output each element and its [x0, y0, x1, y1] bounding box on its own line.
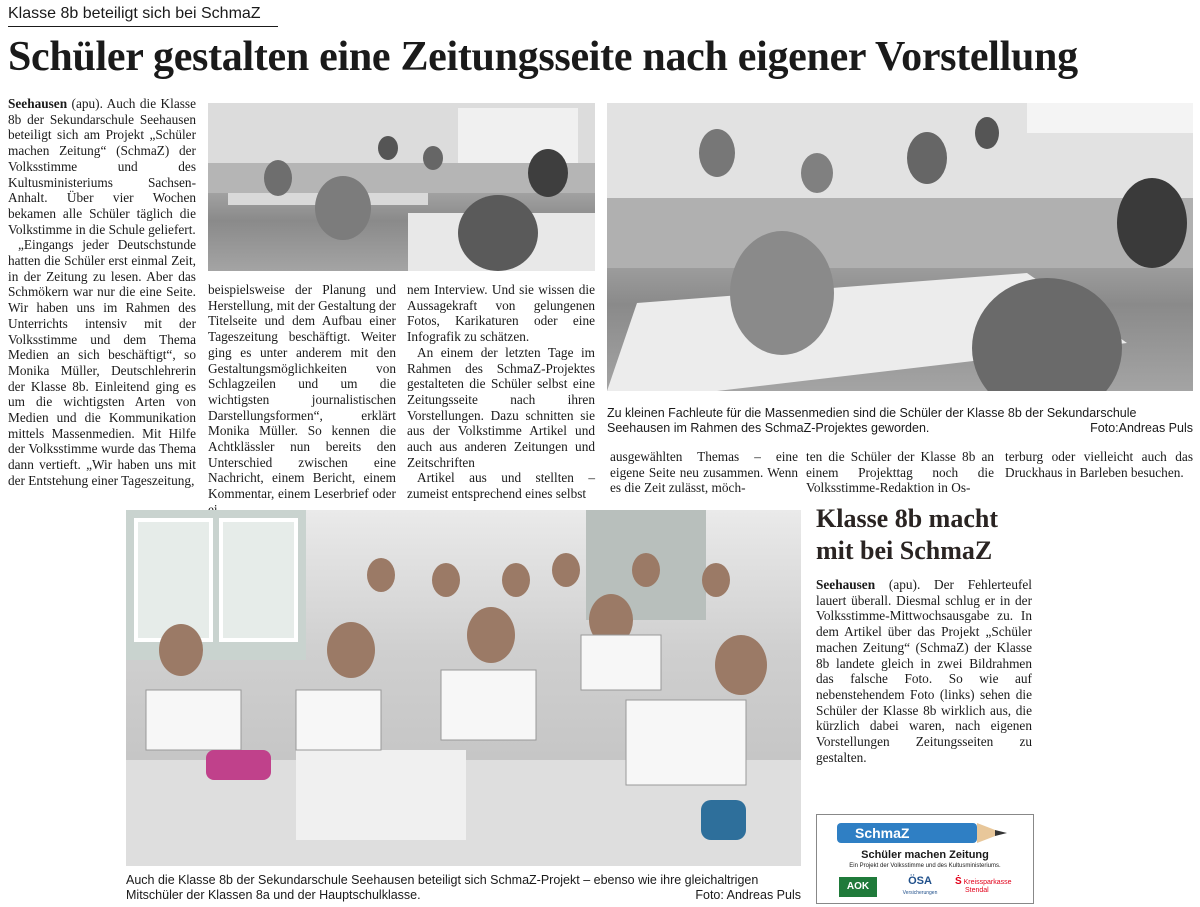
article-column-6	[1005, 449, 1193, 480]
correction-title-line: mit bei SchmaZ	[816, 536, 993, 565]
caption-text: Auch die Klasse 8b der Sekundarschule Seehausen beteiligt sich SchmaZ-Projekt – ebenso wie ihre gleichaltrigen Mitschüler der Klassen 8a und der Hauptschulklasse.	[126, 873, 759, 902]
class-group-photo	[126, 510, 801, 866]
correction-title	[816, 503, 1096, 567]
article-column-5	[806, 449, 994, 496]
article-column-1	[8, 96, 196, 489]
classroom-photo-large	[607, 103, 1193, 391]
correction-paragraph: (apu). Der Fehlerteufel lauert überall. Diesmal schlug er in der Volksstimme-Mittwochsausgabe zu. In dem Artikel über das Projekt „Schüler machen Zeitung“ (SchmaZ) der Klasse 8b landete gleich in zwei Bildrahmen das falsche Foto. So wie auf nebenstehendem Foto (links) sehen die Schüler der Klasse 8b wirklich aus, die kürzlich dabei waren, nach eigenen Vorstellungen Zeitungsseiten zu gestalten.	[816, 577, 1032, 765]
sparkasse-logo	[955, 878, 1027, 895]
article-paragraph: Artikel aus und stellten – zumeist entsprechend eines selbst	[407, 470, 595, 502]
correction-title-line: Klasse 8b macht	[816, 504, 998, 533]
article-paragraph: ausgewählten Themas – eine eigene Seite neu zusammen. Wenn es die Zeit zulässt, möch-	[610, 449, 798, 496]
class-group-photo-image	[126, 510, 801, 866]
dateline: Seehausen	[8, 96, 68, 111]
photo-caption-bottom	[126, 873, 801, 903]
sparkasse-name: Kreissparkasse	[963, 879, 1012, 886]
article-paragraph: An einem der letzten Tage im Rahmen des SchmaZ-Projektes gestalteten die Schüler selbst eine Zeitungsseite nach ihren Vorstellungen. Dazu schnitten sie aus der Volkstimme Artikel und auch aus anderen Zeitungen und Zeitschriften	[407, 344, 595, 470]
article-paragraph: ten die Schüler der Klasse 8b an einem Projekttag noch die Volksstimme-Redaktion in Os-	[806, 449, 994, 496]
headline: Schüler gestalten eine Zeitungsseite nach eigener Vorstellung	[8, 34, 1078, 80]
article-column-3	[407, 282, 595, 502]
logo-title: Schüler machen Zeitung	[861, 849, 989, 861]
oesa-logo-sub: Versicherungen	[902, 890, 938, 896]
correction-text	[816, 577, 1032, 765]
article-paragraph: „Eingangs jeder Deutschstunde hatten die Schüler erst einmal Zeit, in der Zeitung zu lesen. Aber das Schmökern war nur die eine Seite. Wir haben uns im Rahmen des Unterrichts intensiv mit der Volksstimme und dem Thema Medien an sich beschäftigt“, so Monika Müller, Deutschlehrerin der Klasse 8b. Einleitend ging es um die wichtigsten Arten von Medien und die Kommunikation mittels Massenmedien. Mit Hilfe der Volksstimme wurde das Thema dann vertieft. „Wir haben uns mit der Entstehung einer Tageszeitung,	[8, 237, 196, 488]
photo-credit: Foto:Andreas Puls	[1090, 421, 1193, 435]
sparkasse-sub: Stendal	[965, 887, 989, 894]
classroom-photo-small	[208, 103, 595, 271]
pencil-icon	[835, 820, 1015, 846]
dateline: Seehausen	[816, 577, 876, 592]
oesa-logo	[890, 875, 950, 899]
oesa-logo-name: ÖSA	[908, 875, 932, 887]
article-paragraph: beispielsweise der Planung und Herstellung, mit der Gestaltung der Titelseite und dem Aufbau einer Tageszeitung beschäftigt. Weiter ging es unter anderem mit den Gestaltungsmöglichkeiten von Schlagzeilen und um die wichtigsten journalistischen Darstellungsformen“, erklärt Monika Müller. So kennen die Achtklässler nun bereits den Unterschied zwischen eine Nachricht, einem Bericht, einem Kommentar, einem Leserbrief oder	[208, 282, 396, 502]
article-paragraph: (apu). Auch die Klasse 8b der Sekundarschule Seehausen beteiligt sich am Projekt „Schüler machen Zeitung“ (SchmaZ) der Volksstimme und des Kultusministeriums Sachsen-Anhalt. Über vier Wochen bekamen alle Schüler täglich die Volkstimme in die Schule geliefert.	[8, 96, 196, 237]
article-column-2	[208, 282, 396, 518]
classroom-photo-small-image	[208, 103, 595, 271]
logo-subtitle: Ein Projekt der Volksstimme und des Kultusministeriums.	[849, 863, 1001, 869]
kicker: Klasse 8b beteiligt sich bei SchmaZ	[8, 5, 278, 27]
caption-text: Zu kleinen Fachleute für die Massenmedien sind die Schüler der Klasse 8b der Sekundarschule Seehausen im Rahmen des SchmaZ-Projektes geworden.	[607, 406, 1137, 435]
photo-credit: Foto: Andreas Puls	[695, 888, 801, 902]
aok-logo: AOK	[839, 877, 877, 897]
article-paragraph: nem Interview. Und sie wissen die Aussagekraft von gelungenen Fotos, Karikaturen oder eine Infografik zu schätzen.	[407, 282, 595, 345]
photo-caption-top	[607, 406, 1193, 436]
pencil-label: SchmaZ	[855, 825, 910, 841]
article-paragraph: terburg oder vielleicht auch das Druckhaus in Barleben besuchen.	[1005, 449, 1193, 480]
sparkasse-icon: Ṡ	[955, 876, 962, 887]
classroom-photo-large-image	[607, 103, 1193, 391]
schmaz-logo-box	[816, 814, 1034, 904]
article-column-4	[610, 449, 798, 496]
